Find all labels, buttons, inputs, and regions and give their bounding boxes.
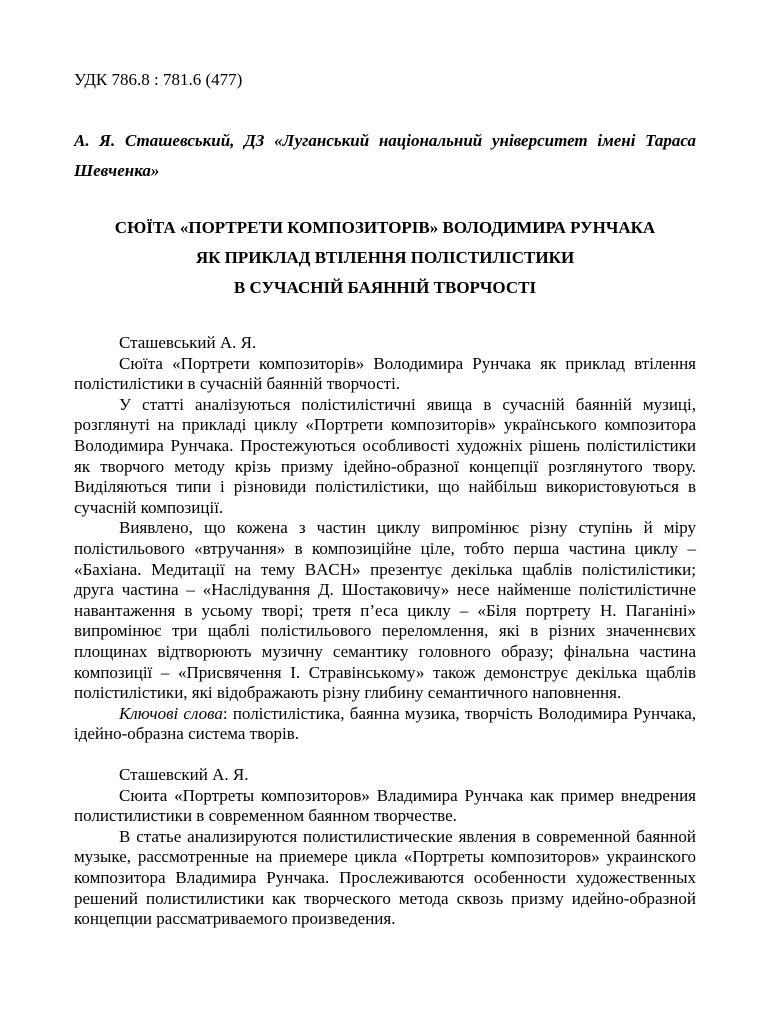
title-line: СЮЇТА «ПОРТРЕТИ КОМПОЗИТОРІВ» ВОЛОДИМИРА РУНЧАКА bbox=[114, 218, 656, 237]
keywords-label: Ключові слова bbox=[119, 703, 223, 723]
abstract-author: Сташевский А. Я. bbox=[119, 765, 249, 784]
abstract-ukrainian bbox=[74, 333, 696, 745]
abstract-paragraph: У статті аналізуються полістилістичні явища в сучасній баянній музиці, розглянуті на прикладі циклу «Портрети композиторів» українського композитора Володимира Рунчака. Простежуються особливості художніх рішень полістилістики як творчого методу крізь призму ідейно-образної концепції розглянутого твору. Виділяються типи і різновиди полістилістики, що найбільш використовуються в сучасній композиції. bbox=[74, 394, 696, 517]
abstract-title: Сюита «Портреты композиторов» Владимира Рунчака как пример внедрения полистилистики в современном баянном творчестве. bbox=[74, 785, 696, 826]
abstract-title: Сюїта «Портрети композиторів» Володимира Рунчака як приклад втілення полістилістики в сучасній баянній творчості. bbox=[74, 353, 696, 394]
keywords bbox=[74, 704, 696, 745]
article-title bbox=[74, 213, 696, 303]
abstract-paragraph: В статье анализируются полистилистические явления в современной баянной музыке, рассмотренные на приемере цикла «Портреты композиторов» украинского композитора Владимира Рунчака. Прослеживаются особенности художественных решений полистилистики как творческого метода сквозь призму идейно-образной концепции рассматриваемого произведения. bbox=[74, 826, 696, 929]
abstract-russian bbox=[74, 765, 696, 930]
abstract-paragraph: Виявлено, що кожена з частин циклу випромінює різну ступінь й міру полістильового «втручання» в композиційне ціле, тобто перша частина циклу – «Бахіана. Медитації на тему BACH» презентує декілька щаблів полістилістики; друга частина – «Наслідування Д. Шостаковичу» несе найменше полістилістичне навантаження в усьому творі; третя п’еса циклу – «Біля портрету Н. Паганіні» випромінює три щаблі полістильового переломлення, які в різних значеннєвих площинах відтворюють музичну семантику головного образу; фінальна частина композиції – «Присвячення І. Стравінському» також демонструє декілька щаблів полістилістики, які відображають різну глибину семантичного наповнення. bbox=[74, 518, 696, 703]
title-line: В СУЧАСНІЙ БАЯННІЙ ТВОРЧОСТІ bbox=[233, 278, 537, 297]
keywords-text: : полістилістика, баянна музика, творчість Володимира Рунчака, ідейно-образна система творів. bbox=[74, 703, 696, 744]
udc-code: УДК 786.8 : 781.6 (477) bbox=[74, 70, 243, 89]
abstract-author: Сташевський А. Я. bbox=[119, 333, 257, 352]
author-affiliation: А. Я. Сташевський, ДЗ «Луганський національний університет імені Тараса Шевченка» bbox=[74, 131, 696, 180]
title-line: ЯК ПРИКЛАД ВТІЛЕННЯ ПОЛІСТИЛІСТИКИ bbox=[195, 248, 575, 267]
